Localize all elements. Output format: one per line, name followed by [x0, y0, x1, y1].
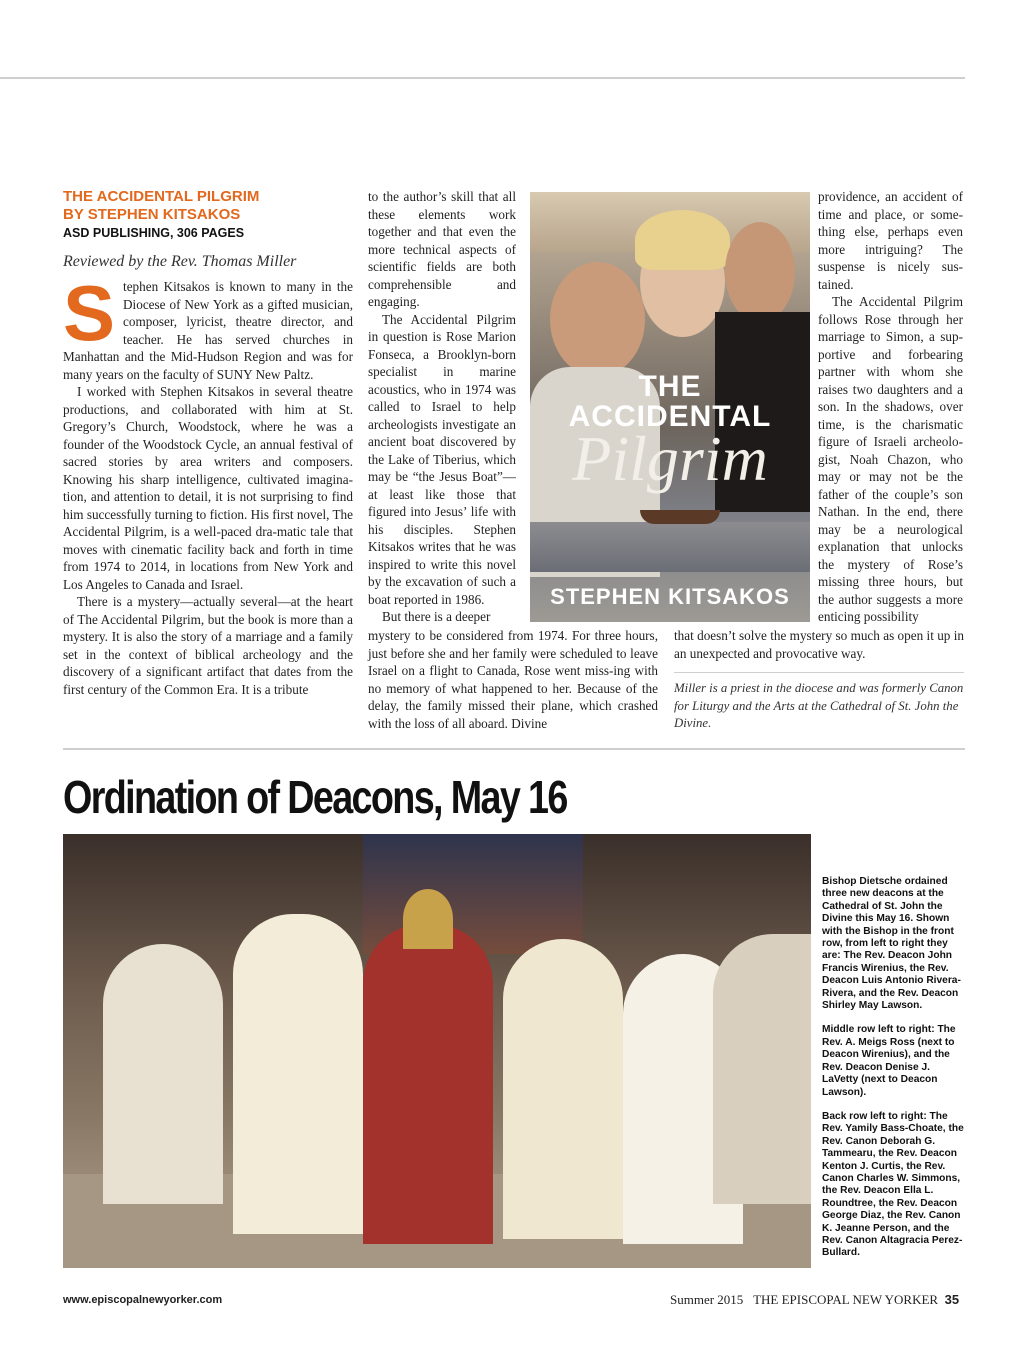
- cover-figure-man-smiling: [550, 262, 645, 377]
- cover-figure-woman-hair: [635, 210, 730, 270]
- review-paragraph: But there is a deeper: [382, 609, 491, 624]
- footer-info: [670, 1292, 959, 1308]
- cover-title-pilgrim: Pilgrim: [572, 423, 768, 494]
- photo-mitre: [403, 889, 453, 949]
- cover-title-accidental: ACCIDENTAL: [568, 400, 772, 433]
- review-paragraph: that doesn’t solve the mystery so much as open it up in an unexpected and provocative way.: [674, 628, 964, 661]
- photo-caption: [822, 876, 964, 1272]
- photo-deacon-left: [233, 914, 363, 1234]
- review-paragraph: The Accidental Pilgrim in question is Rose Marion Fonseca, a Brooklyn-born specialist in marine acoustics, who in 1974 was called to Israel to help archeologists investigate an ancient boat discovered by the Lake of Tiberius, which may be “the Jesus Boat”—at least like those that figured into Jesus’ life with his disciples. Stephen Kitsakos writes that he was inspired to write this novel by the excavation of such a boat reported in 1986.: [368, 311, 516, 607]
- footer-website[interactable]: www.episcopalnewyorker.com: [63, 1294, 223, 1306]
- review-paragraph: to the author’s skill that all these elements work together and that even the more technical aspects of scientific fields are both comprehensible and engaging.: [368, 189, 516, 309]
- caption-paragraph: Middle row left to right: The Rev. A. Meigs Ross (next to Deacon Wirenius), and the Rev. Deacon Denise J. LaVetty (next to Deacon Lawson).: [822, 1024, 956, 1098]
- review-closing-text: [674, 627, 964, 662]
- review-column-4: [818, 188, 963, 626]
- drop-cap: S: [63, 269, 116, 357]
- cover-title-the: THE: [638, 370, 702, 403]
- cover-boat: [640, 510, 720, 524]
- photo-deacon-center: [503, 939, 623, 1239]
- cover-lake: [530, 522, 810, 572]
- review-wide-text: [368, 627, 658, 732]
- photo-clergy-right: [713, 934, 811, 1204]
- review-paragraph: providence, an accident of time and place, or some-thing else, perhaps even more intriguing? The suspense is nicely sus-tained.: [818, 189, 963, 292]
- author-note: Miller is a priest in the diocese and was formerly Canon for Liturgy and the Arts at the Cathedral of St. John the Divine.: [674, 681, 964, 730]
- caption-paragraph: Bishop Dietsche ordained three new deacons at the Cathedral of St. John the Divine this May 16. Shown with the Bishop in the front row, from left to right they are: The Rev. Deacon John Francis Wirenius, the Rev. Deacon Luis Antonio Rivera-Rivera, and the Rev. Deacon Shirley May Lawson.: [822, 876, 961, 1012]
- review-paragraph: I worked with Stephen Kitsakos in several theatre productions, and collaborated with him at St. Gregory’s Church, Woodstock, where he was a founder of the Woodstock Cycle, an annual festival of sacred stories by area writers and composers. Knowing his sharp intelligence, cultivated imagina-tion, and attention to detail, it is not surprising to find him successfully turning to fiction. His first novel, The Accidental Pilgrim, is a well-paced dra-matic tale that moves with cinematic facility back and forth in time from 1974 to 2014, in locations from New York and Los Angeles to Canada and Israel.: [63, 384, 353, 592]
- top-rule: [0, 77, 965, 79]
- cover-figure-man-dark: [725, 222, 795, 322]
- review-byline: Reviewed by the Rev. Thomas Miller: [63, 252, 297, 270]
- review-paragraph: There is a mystery—actually several—at the heart of The Accidental Pilgrim, but the book is more than a mystery. It is also the story of a marriage and a family set in the context of biblical archeology and the discovery of a significant artifact that dates from the first century of the Common Era. It is a tribute: [63, 594, 353, 697]
- section-rule: [63, 748, 965, 750]
- cover-author: STEPHEN KITSAKOS: [550, 584, 790, 609]
- review-paragraph: mystery to be considered from 1974. For three hours, just before she and her family were scheduled to leave Israel on a flight to Canada, Rose went miss-ing with no memory of what happened to her. Because of the delay, the family missed their plane, which crashed with the loss of all aboard. Divine: [368, 628, 658, 731]
- review-column-1: [63, 188, 353, 698]
- note-divider: [674, 672, 964, 673]
- review-publisher: ASD PUBLISHING, 306 PAGES: [63, 226, 245, 240]
- photo-clergy-left: [103, 944, 223, 1204]
- page-number: 35: [944, 1292, 960, 1307]
- review-title: THE ACCIDENTAL PILGRIM: [63, 188, 260, 205]
- ordination-headline: Ordination of Deacons, May 16: [63, 771, 567, 823]
- book-cover-image: [530, 192, 810, 622]
- review-paragraph: tephen Kitsakos is known to many in the Diocese of New York as a gifted musician, composer, lyricist, theatre director, and teacher. He has served churches in Manhattan and the Mid-Hudson Region and was for many years on the faculty of SUNY New Paltz.: [63, 279, 353, 382]
- footer-publication: THE EPISCOPAL NEW YORKER: [753, 1292, 939, 1307]
- photo-bishop: [363, 924, 493, 1244]
- review-author-line: BY STEPHEN KITSAKOS: [63, 206, 241, 223]
- ordination-group-photo: [63, 834, 811, 1268]
- review-column-2: [368, 188, 516, 626]
- review-paragraph: The Accidental Pilgrim follows Rose through her marriage to Simon, a sup-portive and forbearing partner with whom she raises two daughters and a son. In the shadows, over time, is the charismatic figure of Israeli archeolo-gist, Noah Chazon, who may or may not be the father of the couple’s son Nathan. In the end, there may be a neurological explanation that unlocks the mystery of Rose’s missing three hours, but the author suggests a more enticing possibility: [818, 294, 963, 624]
- footer-issue: Summer 2015: [670, 1292, 744, 1307]
- caption-paragraph: Back row left to right: The Rev. Yamily Bass-Choate, the Rev. Canon Deborah G. Tammearu, the Rev. Deacon Kenton J. Curtis, the Rev. Canon Charles W. Simmons, the Rev. Deacon Ella L. Roundtree, the Rev. Deacon George Diaz, the Rev. Canon K. Jeanne Person, and the Rev. Canon Altagracia Perez-Bullard.: [822, 1110, 964, 1259]
